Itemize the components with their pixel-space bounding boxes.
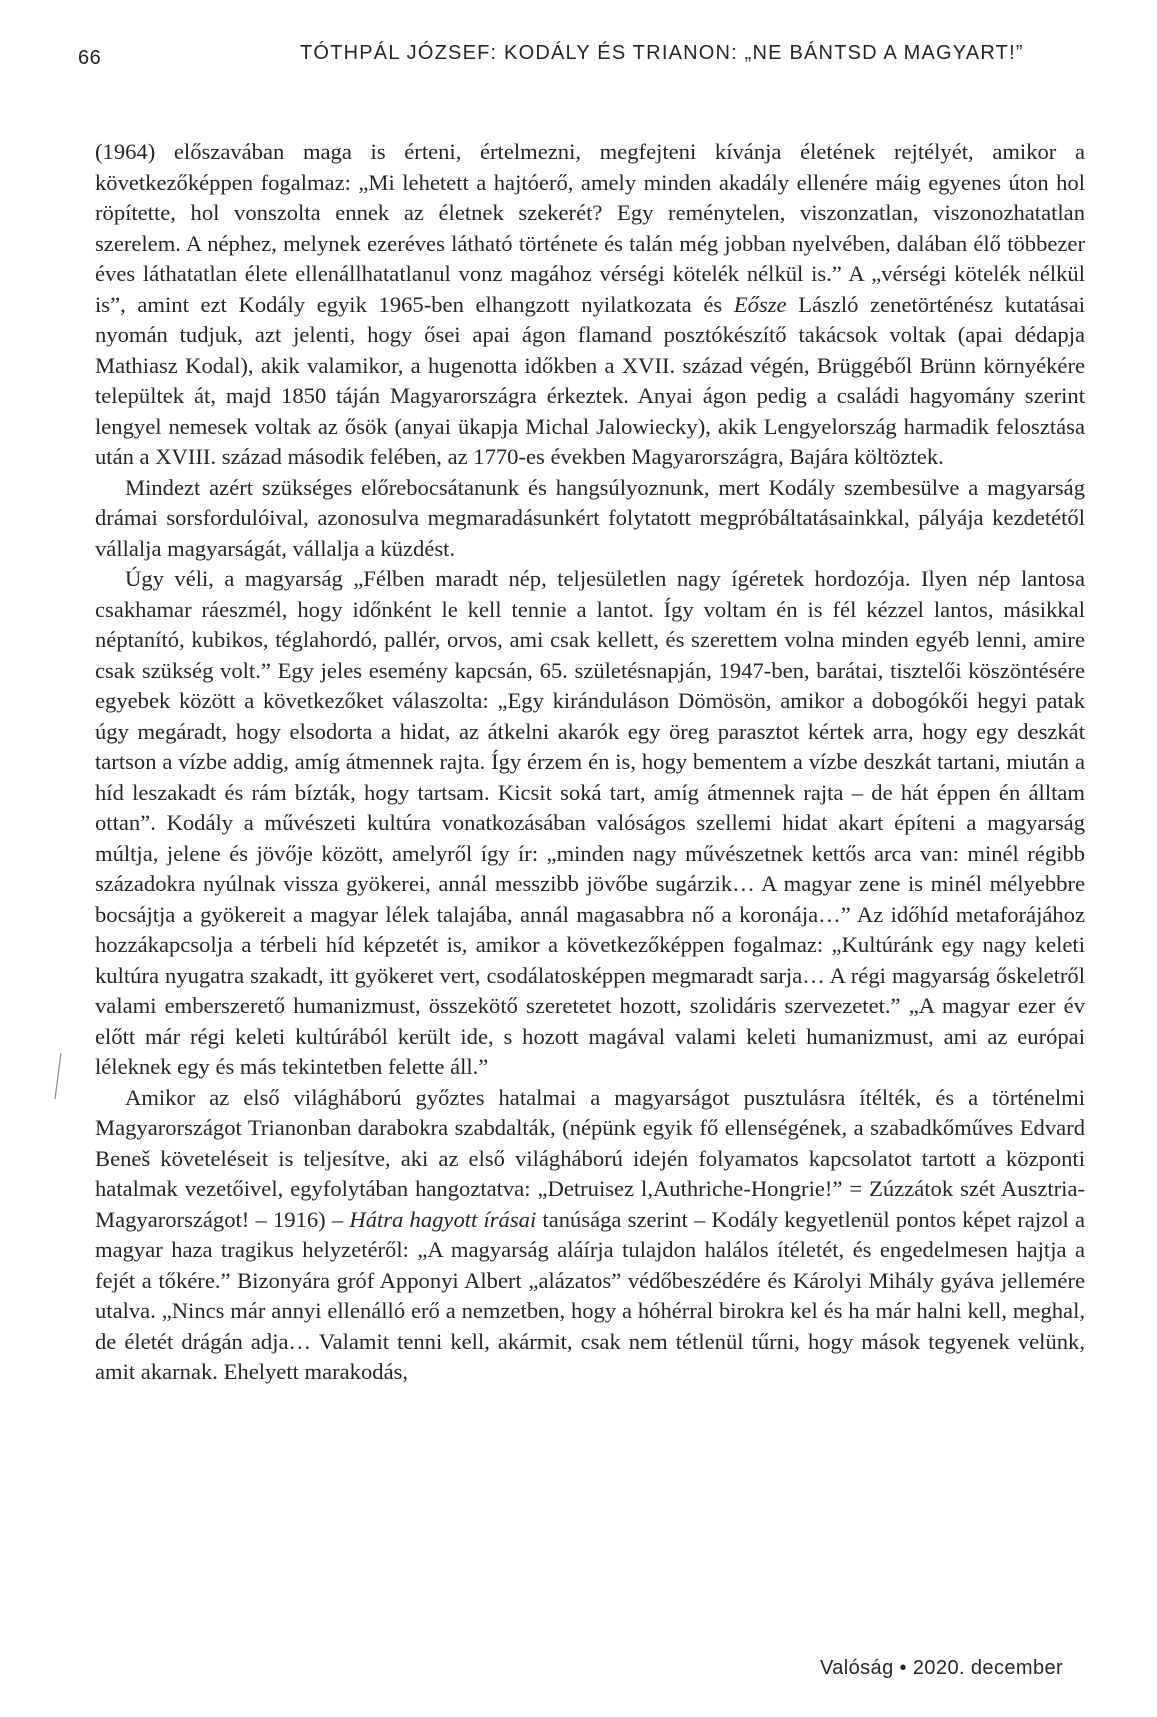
running-title: TÓTHPÁL JÓZSEF: KODÁLY ÉS TRIANON: „NE BÁNTSD A MAGYART!” xyxy=(300,42,1024,64)
margin-pencil-mark xyxy=(54,1052,62,1100)
body-paragraph xyxy=(95,564,1085,1083)
article-body xyxy=(95,137,1085,1388)
paragraph-text: Mindezt azért szükséges előrebocsátanunk és hangsúlyoznunk, mert Kodály szembesülve a magyarság drámai sorsfordulóival, azonosulva megmaradásunkért folytatott megpróbáltatásainkkal, pályája kezdetétől vállalja magyarságát, vállalja a küzdést. xyxy=(95,474,1085,561)
paragraph-text: Amikor az első világháború győztes hatalmai a magyarságot pusztulásra ítélték, és a történelmi Magyarországot Trianonban darabokra szabdalták, (népünk egyik fő ellenségének, a szabadkőműves Edvard Beneš követeléseit is teljesítve, aki az első világháború idején folyamatos kapcsolatot tartott a központi hatalmak vezetőivel, egyfolytában hangoztatva: „Detruisez l,Authriche-Hongrie!” = Zúzzátok szét Ausztria-Magyarországot! – 1916) – xyxy=(95,1084,1085,1232)
italic-text: Hátra hagyott írásai xyxy=(349,1206,537,1232)
italic-text: Eősze xyxy=(733,291,787,317)
page-number: 66 xyxy=(78,47,102,69)
page-header xyxy=(0,0,1157,90)
paragraph-text: László zenetörténész kutatásai nyomán tudjuk, azt jelenti, hogy ősei apai ágon flamand posztókészítő takácsok voltak (apai dédapja Mathiasz Kodal), akik valamikor, a hugenotta időkben a XVII. század végén, Brüggéből Brünn környékére települtek át, majd 1850 táján Magyarországra érkeztek. Anyai ágon pedig a családi hagyomány szerint lengyel nemesek voltak az ősök (anyai ükapja Michal Jalowiecky), akik Lengyelország harmadik felosztása után a XVIII. század második felében, az 1770-es években Magyarországra, Bajára költöztek. xyxy=(95,291,1085,469)
body-paragraph xyxy=(95,1083,1085,1388)
page-footer: Valóság • 2020. december xyxy=(820,1657,1064,1679)
paragraph-text: tanúsága szerint – Kodály kegyetlenül pontos képet rajzol a magyar haza tragikus helyzetéről: „A magyarság aláírja tulajdon halálos ítéletét, és engedelmesen hajtja a fejét a tőkére.” Bizonyára gróf Apponyi Albert „alázatos” védőbeszédére és Károlyi Mihály gyáva jellemére utalva. „Nincs már annyi ellenálló erő a nemzetben, hogy a hóhérral birokra kel és ha már halni kell, meghal, de életét drágán adja… Valamit tenni kell, akármit, csak nem tétlenül tűrni, hogy mások tegyenek velünk, amit akarnak. Ehelyett marakodás, xyxy=(95,1206,1086,1384)
body-paragraph xyxy=(95,137,1085,473)
paragraph-text: Úgy véli, a magyarság „Félben maradt nép, teljesületlen nagy ígéretek hordozója. Ilyen nép lantosa csakhamar ráeszmél, hogy időnként le kell tennie a lantot. Így voltam én is fél kézzel lantos, másikkal néptanító, kubikos, téglahordó, pallér, orvos, ami csak kellett, és szerettem volna minden egyéb lenni, amire csak szükség volt.” Egy jeles esemény kapcsán, 65. születésnapján, 1947-ben, barátai, tisztelői köszöntésére egyebek között a következőket válaszolta: „Egy kiránduláson Dömösön, amikor a dobogókői hegyi patak úgy megáradt, hogy elsodorta a hidat, az átkelni akarók egy öreg parasztot kértek arra, hogy egy deszkát tartson a vízbe addig, amíg átmennek rajta. Így érzem én is, hogy bementem a vízbe deszkát tartani, miután a híd leszakadt és rám bízták, hogy tartsam. Kicsit soká tart, amíg átmennek rajta – de hát éppen én álltam ottan”. Kodály a művészeti kultúra vonatkozásában valóságos szellemi hidat akart építeni a magyarság múltja, jelene és jövője között, amelyről így ír: „minden nagy művészetnek kettős arca van: minél régibb századokra nyúlnak vissza gyökerei, annál messzibb jövőbe sugárzik… A magyar zene is minél mélyebbre bocsájtja a gyökereit a magyar lélek talajába, annál magasabbra nő a koronája…” Az időhíd metaforájához hozzákapcsolja a térbeli híd képzetét is, amikor a következőképpen fogalmaz: „Kultúránk egy nagy keleti kultúra nyugatra szakadt, itt gyökeret vert, csodálatosképpen megmaradt sarja… A régi magyarság őskeletről valami emberszerető humanizmust, összekötő szeretetet hozott, szolidáris szervezetet.” „A magyar ezer év előtt már régi keleti kultúrából került ide, s hozott magával valami keleti humanizmust, ami az európai léleknek egy és más tekintetben felette áll.” xyxy=(95,566,1085,1079)
paragraph-text: (1964) előszavában maga is érteni, értelmezni, megfejteni kívánja életének rejtélyét, amikor a következőképpen fogalmaz: „Mi lehetett a hajtóerő, amely minden akadály ellenére máig egyenes úton hol röpítette, hol vonszolta ennek az életnek szekerét? Egy reménytelen, viszonzatlan, viszonozhatatlan szerelem. A néphez, melynek ezeréves látható története és talán még jobban nyelvében, dalában élő többezer éves láthatatlan élete ellenállhatatlanul vonz magához vérségi kötelék nélkül is.” A „vérségi kötelék nélkül is”, amint ezt Kodály egyik 1965-ben elhangzott nyilatkozata és xyxy=(95,139,1085,317)
body-paragraph xyxy=(95,473,1085,565)
